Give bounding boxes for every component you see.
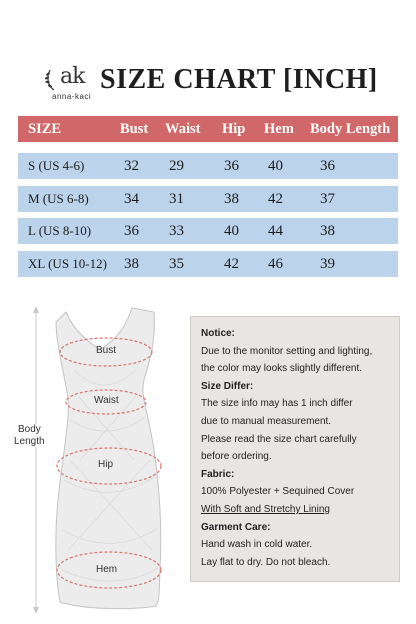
brand-logo xyxy=(40,60,98,104)
column-header-hip: Hip xyxy=(222,121,246,137)
cell-hem: 42 xyxy=(268,191,283,207)
cell-hem: 44 xyxy=(268,223,283,239)
cell-body-length: 39 xyxy=(320,256,335,272)
notice-text: Please read the size chart carefully xyxy=(201,433,357,445)
notice-text: Lay flat to dry. Do not bleach. xyxy=(201,556,331,568)
notice-heading: Notice: xyxy=(201,328,235,339)
hip-label: Hip xyxy=(98,459,114,470)
logo-mark: ak xyxy=(60,64,85,89)
cell-size: L (US 8-10) xyxy=(28,223,92,238)
column-header-body-length: Body Length xyxy=(310,121,391,137)
column-header-bust: Bust xyxy=(120,121,149,137)
cell-size: M (US 6-8) xyxy=(28,191,89,206)
logo-brand-name: anna-kaci xyxy=(52,92,92,101)
notice-heading: Size Differ: xyxy=(201,380,254,392)
cell-body-length: 37 xyxy=(320,191,335,207)
column-header-hem: Hem xyxy=(264,121,294,137)
cell-hip: 42 xyxy=(224,256,239,272)
table-header-row xyxy=(18,116,398,142)
hem-label: Hem xyxy=(96,564,118,575)
cell-bust: 38 xyxy=(124,256,139,272)
column-header-waist: Waist xyxy=(165,121,201,137)
body-length-label-line2: Length xyxy=(14,436,45,447)
cell-waist: 31 xyxy=(169,191,184,207)
laurel-icon xyxy=(42,66,60,92)
page-title: SIZE CHART [INCH] xyxy=(100,64,378,95)
notice-heading: Garment Care: xyxy=(201,521,271,533)
body-length-label-line1: Body xyxy=(18,424,41,435)
table-row xyxy=(18,251,398,277)
cell-bust: 34 xyxy=(124,191,139,207)
cell-bust: 36 xyxy=(124,223,139,239)
cell-body-length: 36 xyxy=(320,158,335,174)
cell-hip: 36 xyxy=(224,158,239,174)
notice-text: Due to the monitor setting and lighting, xyxy=(201,345,373,357)
table-row xyxy=(18,218,398,244)
table-row xyxy=(18,186,398,212)
cell-hip: 38 xyxy=(224,191,239,207)
cell-size: XL (US 10-12) xyxy=(28,256,107,271)
notice-text: With Soft and Stretchy Lining xyxy=(201,503,330,515)
notice-panel xyxy=(190,316,400,582)
table-row xyxy=(18,153,398,179)
column-header-size: SIZE xyxy=(28,121,62,137)
cell-waist: 35 xyxy=(169,256,184,272)
bust-label: Bust xyxy=(96,345,117,356)
notice-text: the color may looks slightly different. xyxy=(201,363,363,375)
dress-diagram xyxy=(14,300,184,620)
cell-hip: 40 xyxy=(224,223,239,239)
notice-text: due to manual measurement. xyxy=(201,415,332,427)
notice-heading: Fabric: xyxy=(201,468,235,480)
notice-text: The size info may has 1 inch differ xyxy=(201,398,353,410)
cell-waist: 33 xyxy=(169,223,184,239)
cell-bust: 32 xyxy=(124,158,139,174)
cell-size: S (US 4-6) xyxy=(28,158,85,173)
cell-body-length: 38 xyxy=(320,223,335,239)
notice-text: Hand wash in cold water. xyxy=(201,539,313,551)
notice-text: before ordering. xyxy=(201,451,272,463)
cell-hem: 40 xyxy=(268,158,283,174)
notice-text: 100% Polyester + Sequined Cover xyxy=(201,486,355,498)
waist-label: Waist xyxy=(94,395,119,406)
cell-waist: 29 xyxy=(169,158,184,174)
cell-hem: 46 xyxy=(268,256,283,272)
